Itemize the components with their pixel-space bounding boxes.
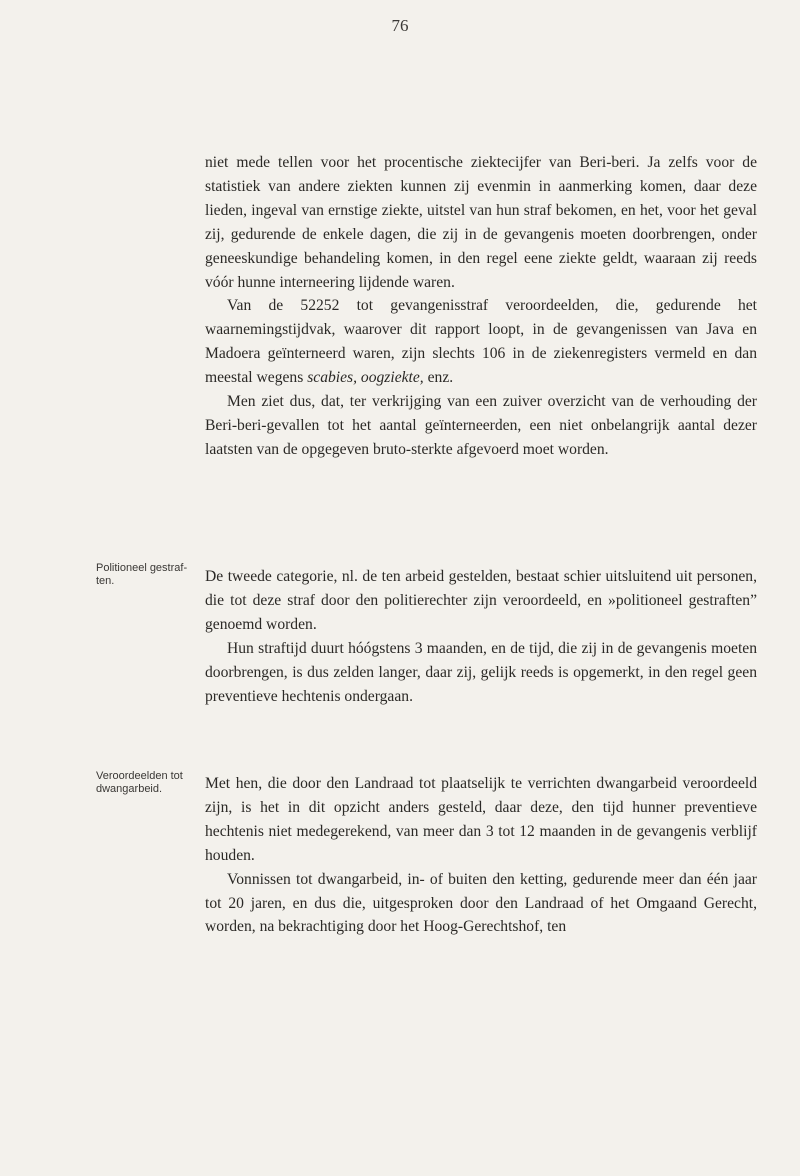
paragraph-second-category: De tweede categorie, nl. de ten arbeid gestelden, bestaat schier uitsluitend uit personen, die tot deze straf door den politierechter zijn veroordeeld, en »politioneel gestraften” genoemd worden. (205, 568, 757, 633)
paragraph-convicts-count (205, 294, 757, 390)
paragraph-verdicts: Vonnissen tot dwangarbeid, in- of buiten den ketting, gedurende meer dan één jaar tot 20 jaren, en dus die, uitgesproken door den Landraad of het Omgaand Gerecht, worden, na bekrachtiging door het Hoog-Gerechtshof, ten (205, 870, 757, 936)
paragraph-forced-labour: Met hen, die door den Landraad tot plaatselijk te verrichten dwangarbeid veroordeeld zijn, is het in dit opzicht anders gesteld, daar deze, den tijd hunner preventieve hechtenis niet medegerekend, van meer dan 3 tot 12 maanden in de gevangenis verblijf houden. (205, 775, 757, 864)
margin-note-politioneel: Politioneel gestraf- ten. (96, 562, 188, 587)
paragraph-continuation: niet mede tellen voor het procentische ziektecijfer van Beri-beri. Ja zelfs voor de statistiek van andere ziekten kunnen zij evenmin in aanmerking komen, daar deze lieden, ingeval van ernstige ziekte, uitstel van hun straf bekomen, en het, voor het geval zij, gedurende de enkele dagen, die zij in de gevangenis moeten doorbrengen, onder geneeskundige behandeling komen, in den regel eene ziekte geldt, waaraan zij reeds vóór hunne interneering lijdende waren. (205, 154, 757, 291)
text-block-2 (205, 565, 757, 708)
text-block-1 (205, 151, 757, 462)
page-number: 76 (391, 16, 409, 35)
margin-note-dwangarbeid: Veroordeelden tot dwangarbeid. (96, 770, 183, 795)
paragraph-text-end: enz. (423, 369, 454, 387)
paragraph-overview: Men ziet dus, dat, ter verkrijging van een zuiver overzicht van de verhouding der Beri-beri-gevallen tot het aantal geïnterneerden, een niet onbelangrijk aantal dezer laatsten van de opgegeven bruto-sterkte afgevoerd moet worden. (205, 393, 757, 458)
paragraph-sentence-duration: Hun straftijd duurt hóógstens 3 maanden, en de tijd, die zij in de gevangenis moeten doorbrengen, is dus zelden langer, daar zij, gelijk reeds is opgemerkt, in den regel geen preventieve hechtenis ondergaan. (205, 639, 757, 705)
paragraph-text: Van de 52252 tot gevangenisstraf veroordeelden, die, gedurende het waarnemingstijdvak, waarover dit rapport loopt, in de gevangenissen van Java en Madoera geïnterneerd waren, zijn slechts 106 in de ziekenregisters vermeld en dan meestal wegens (205, 297, 757, 387)
italic-diseases: scabies, oogziekte, (307, 369, 424, 387)
text-block-3 (205, 772, 757, 939)
